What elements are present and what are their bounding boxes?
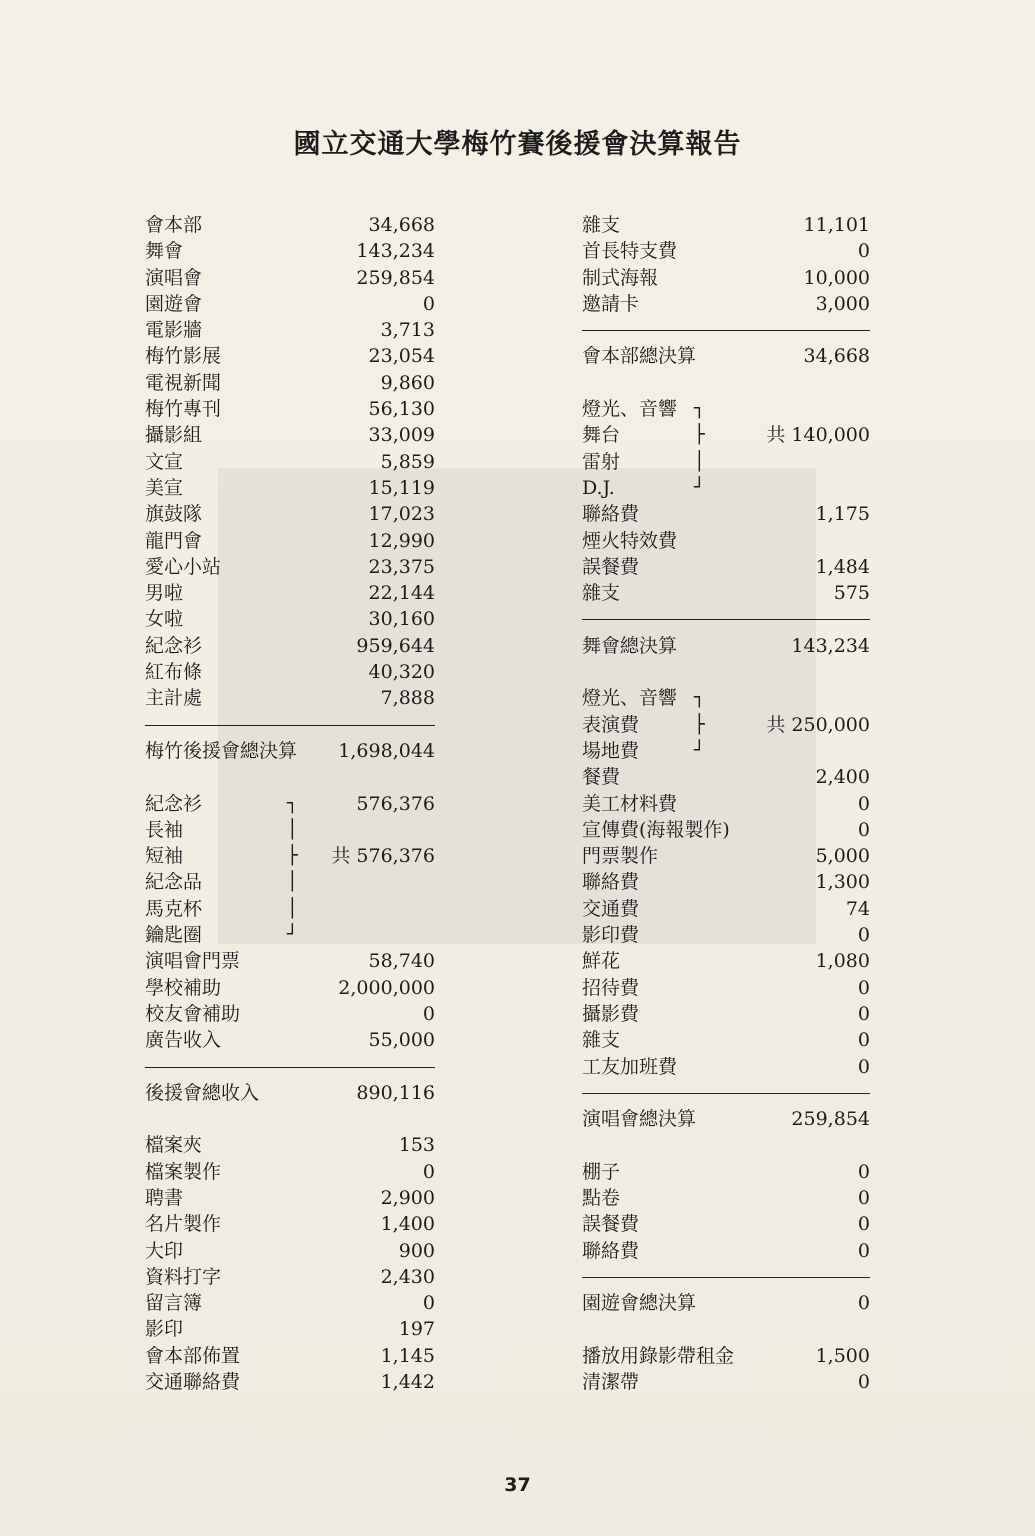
ledger-value: 22,144 (368, 582, 435, 605)
ledger-row (145, 817, 435, 843)
ledger-value: 2,400 (815, 766, 870, 789)
ledger-value: 0 (422, 1160, 435, 1183)
group-bracket: ├ (694, 424, 705, 446)
divider-rule (582, 1080, 870, 1106)
ledger-row (582, 1027, 870, 1053)
ledger-row (582, 712, 870, 738)
ledger-value: 0 (422, 1292, 435, 1315)
divider-rule (582, 1264, 870, 1290)
ledger-value: 0 (857, 1213, 870, 1236)
ledger-row (145, 370, 435, 396)
ledger-label: 舞會總決算 (582, 634, 678, 657)
ledger-row (582, 1159, 870, 1185)
ledger-label: 梅竹影展 (145, 345, 222, 368)
ledger-row (582, 633, 870, 659)
ledger-label: 雜支 (582, 582, 621, 605)
ledger-label: D.J. (582, 476, 615, 499)
right-column (582, 212, 870, 1395)
ledger-row (145, 343, 435, 369)
ledger-label: 清潔帶 (582, 1371, 640, 1394)
ledger-label: 交通費 (582, 897, 640, 920)
ledger-row (582, 738, 870, 764)
ledger-label: 梅竹專刊 (145, 398, 222, 421)
ledger-row (145, 265, 435, 291)
ledger-row (582, 869, 870, 895)
ledger-value: 共 140,000 (766, 424, 870, 447)
ledger-label: 美宣 (145, 476, 184, 499)
ledger-label: 制式海報 (582, 266, 659, 289)
ledger-row (582, 528, 870, 554)
ledger-value: 0 (857, 1239, 870, 1262)
ledger-row (145, 291, 435, 317)
ledger-label: 攝影組 (145, 424, 203, 447)
ledger-row (582, 501, 870, 527)
ledger-label: 紀念品 (145, 871, 203, 894)
group-bracket: ┘ (694, 739, 705, 761)
ledger-label: 鑰匙圈 (145, 924, 203, 947)
ledger-value: 0 (857, 1160, 870, 1183)
ledger-label: 聯絡費 (582, 871, 640, 894)
ledger-row (582, 475, 870, 501)
ledger-label: 演唱會門票 (145, 950, 241, 973)
ledger-value: 0 (857, 976, 870, 999)
ledger-label: 門票製作 (582, 845, 659, 868)
ledger-value: 0 (857, 240, 870, 263)
ledger-row (582, 1290, 870, 1316)
ledger-label: 龍門會 (145, 529, 203, 552)
ledger-value: 1,175 (815, 503, 870, 526)
ledger-value: 3,713 (380, 319, 435, 342)
ledger-row (145, 396, 435, 422)
ledger-row (582, 975, 870, 1001)
ledger-row (145, 606, 435, 632)
group-bracket: ┘ (287, 924, 298, 946)
ledger-row (582, 1185, 870, 1211)
ledger-label: 邀請卡 (582, 292, 640, 315)
ledger-value: 58,740 (368, 950, 435, 973)
ledger-row (145, 449, 435, 475)
divider-rule (145, 712, 435, 738)
ledger-row (145, 1316, 435, 1342)
ledger-value: 0 (857, 1292, 870, 1315)
ledger-value: 17,023 (368, 503, 435, 526)
page-number: 37 (504, 1474, 531, 1496)
ledger-label: 電視新聞 (145, 371, 222, 394)
ledger-row (145, 633, 435, 659)
ledger-label: 舞會 (145, 240, 184, 263)
ledger-row (145, 948, 435, 974)
ledger-value: 9,860 (380, 371, 435, 394)
ledger-row (145, 475, 435, 501)
ledger-row (145, 238, 435, 264)
ledger-row (145, 1080, 435, 1106)
ledger-label: 馬克杯 (145, 897, 203, 920)
ledger-value: 5,000 (815, 845, 870, 868)
ledger-row (145, 1159, 435, 1185)
ledger-value: 共 250,000 (766, 713, 870, 736)
page-title: 國立交通大學梅竹賽後援會決算報告 (293, 129, 742, 160)
ledger-row (145, 501, 435, 527)
ledger-value: 56,130 (368, 398, 435, 421)
ledger-label: 會本部 (145, 214, 203, 236)
ledger-label: 點卷 (582, 1186, 621, 1209)
ledger-value: 259,854 (356, 266, 435, 289)
group-bracket: ┘ (694, 476, 705, 498)
ledger-value: 30,160 (368, 608, 435, 631)
ledger-value: 1,300 (815, 871, 870, 894)
ledger-row (145, 659, 435, 685)
ledger-row (582, 449, 870, 475)
ledger-label: 廣告收入 (145, 1029, 222, 1052)
group-bracket: │ (287, 818, 298, 840)
spacer (582, 659, 870, 685)
ledger-label: 聯絡費 (582, 1239, 640, 1262)
ledger-value: 2,900 (380, 1186, 435, 1209)
ledger-value: 259,854 (791, 1108, 870, 1131)
ledger-row (582, 1054, 870, 1080)
ledger-label: 舞台 (582, 424, 621, 447)
ledger-label: 會本部佈置 (145, 1344, 241, 1367)
ledger-row (582, 1106, 870, 1132)
ledger-label: 工友加班費 (582, 1055, 678, 1078)
ledger-value: 33,009 (368, 424, 435, 447)
ledger-value: 1,145 (380, 1344, 435, 1367)
ledger-label: 聘書 (145, 1186, 184, 1209)
ledger-label: 攝影費 (582, 1002, 640, 1025)
ledger-label: 檔案夾 (145, 1134, 203, 1157)
ledger-row (582, 896, 870, 922)
ledger-value: 0 (857, 818, 870, 841)
ledger-row (582, 212, 870, 238)
ledger-row (145, 1369, 435, 1395)
ledger-label: 燈光、音響 (582, 398, 678, 421)
ledger-value: 55,000 (368, 1029, 435, 1052)
ledger-value: 1,080 (815, 950, 870, 973)
ledger-label: 電影牆 (145, 319, 203, 342)
ledger-row (145, 554, 435, 580)
spacer (582, 370, 870, 396)
ledger-value: 7,888 (380, 687, 435, 710)
ledger-label: 愛心小站 (145, 555, 222, 578)
ledger-value: 0 (857, 1029, 870, 1052)
ledger-value: 3,000 (815, 292, 870, 315)
ledger-value: 15,119 (368, 476, 435, 499)
ledger-label: 主計處 (145, 687, 203, 710)
group-bracket: │ (287, 897, 298, 919)
ledger-value: 11,101 (803, 214, 870, 236)
ledger-row (145, 1211, 435, 1237)
ledger-label: 誤餐費 (582, 555, 640, 578)
ledger-label: 交通聯絡費 (145, 1371, 241, 1394)
ledger-label: 餐費 (582, 766, 621, 789)
ledger-label: 紀念衫 (145, 634, 203, 657)
ledger-row (145, 1185, 435, 1211)
ledger-label: 文宣 (145, 450, 184, 473)
ledger-row (145, 896, 435, 922)
ledger-value: 0 (857, 792, 870, 815)
ledger-label: 紅布條 (145, 661, 203, 684)
ledger-row (582, 343, 870, 369)
ledger-row (582, 817, 870, 843)
ledger-row (145, 1238, 435, 1264)
spacer (145, 764, 435, 790)
ledger-value: 0 (857, 924, 870, 947)
ledger-row (145, 791, 435, 817)
ledger-value: 0 (857, 1055, 870, 1078)
ledger-value: 2,430 (380, 1265, 435, 1288)
ledger-row (145, 422, 435, 448)
ledger-value: 890,116 (356, 1081, 435, 1104)
ledger-label: 會本部總決算 (582, 345, 697, 368)
ledger-value: 576,376 (356, 792, 435, 815)
ledger-value: 1,400 (380, 1213, 435, 1236)
ledger-label: 美工材料費 (582, 792, 678, 815)
ledger-row (145, 212, 435, 238)
ledger-row (582, 265, 870, 291)
ledger-value: 5,859 (380, 450, 435, 473)
ledger-row (145, 1027, 435, 1053)
ledger-label: 演唱會 (145, 266, 203, 289)
ledger-value: 34,668 (368, 214, 435, 236)
ledger-row (145, 1264, 435, 1290)
ledger-value: 1,484 (815, 555, 870, 578)
ledger-label: 檔案製作 (145, 1160, 222, 1183)
ledger-label: 校友會補助 (145, 1002, 241, 1025)
ledger-label: 雜支 (582, 214, 621, 236)
ledger-value: 34,668 (803, 345, 870, 368)
ledger-row (582, 291, 870, 317)
ledger-label: 燈光、音響 (582, 687, 678, 710)
ledger-label: 園遊會總決算 (582, 1292, 697, 1315)
group-bracket: ├ (287, 845, 298, 867)
ledger-value: 23,375 (368, 555, 435, 578)
ledger-row (582, 1369, 870, 1395)
ledger-label: 誤餐費 (582, 1213, 640, 1236)
ledger-label: 棚子 (582, 1160, 621, 1183)
ledger-row (582, 685, 870, 711)
ledger-label: 名片製作 (145, 1213, 222, 1236)
ledger-value: 10,000 (803, 266, 870, 289)
ledger-row (145, 922, 435, 948)
ledger-row (582, 580, 870, 606)
ledger-row (582, 791, 870, 817)
ledger-row (145, 685, 435, 711)
ledger-value: 40,320 (368, 661, 435, 684)
group-bracket: ┐ (287, 792, 298, 814)
ledger-row (582, 396, 870, 422)
ledger-row (582, 764, 870, 790)
divider-rule (582, 606, 870, 632)
ledger-label: 資料打字 (145, 1265, 222, 1288)
ledger-label: 場地費 (582, 739, 640, 762)
ledger-value: 23,054 (368, 345, 435, 368)
ledger-row (582, 843, 870, 869)
ledger-value: 0 (857, 1186, 870, 1209)
ledger-label: 招待費 (582, 976, 640, 999)
ledger-label: 男啦 (145, 582, 184, 605)
ledger-label: 學校補助 (145, 976, 222, 999)
ledger-row (145, 1343, 435, 1369)
ledger-label: 女啦 (145, 608, 184, 631)
ledger-row (582, 1238, 870, 1264)
ledger-value: 959,644 (356, 634, 435, 657)
ledger-value: 2,000,000 (338, 976, 435, 999)
ledger-value: 12,990 (368, 529, 435, 552)
ledger-value: 575 (833, 582, 870, 605)
ledger-row (582, 922, 870, 948)
ledger-label: 長袖 (145, 818, 184, 841)
ledger-label: 演唱會總決算 (582, 1108, 697, 1131)
ledger-label: 旗鼓隊 (145, 503, 203, 526)
ledger-value: 153 (398, 1134, 435, 1157)
ledger-value: 0 (857, 1002, 870, 1025)
ledger-label: 煙火特效費 (582, 529, 678, 552)
ledger-row (582, 554, 870, 580)
ledger-value: 1,442 (380, 1371, 435, 1394)
ledger-row (145, 738, 435, 764)
ledger-label: 聯絡費 (582, 503, 640, 526)
group-bracket: ├ (694, 713, 705, 735)
ledger-row (582, 422, 870, 448)
group-bracket: │ (287, 871, 298, 893)
ledger-label: 留言簿 (145, 1292, 203, 1315)
ledger-label: 園遊會 (145, 292, 203, 315)
ledger-value: 0 (422, 292, 435, 315)
ledger-label: 大印 (145, 1239, 184, 1262)
ledger-value: 143,234 (356, 240, 435, 263)
ledger-row (145, 1290, 435, 1316)
ledger-value: 1,698,044 (338, 739, 435, 762)
ledger-label: 影印費 (582, 924, 640, 947)
group-bracket: ┐ (694, 687, 705, 709)
ledger-label: 雜支 (582, 1029, 621, 1052)
ledger-row (582, 238, 870, 264)
ledger-label: 短袖 (145, 845, 184, 868)
ledger-row (145, 843, 435, 869)
divider-rule (582, 317, 870, 343)
group-bracket: ┐ (694, 398, 705, 420)
ledger-label: 影印 (145, 1318, 184, 1341)
ledger-label: 首長特支費 (582, 240, 678, 263)
ledger-label: 後援會總收入 (145, 1081, 260, 1104)
ledger-label: 紀念衫 (145, 792, 203, 815)
ledger-value: 0 (422, 1002, 435, 1025)
ledger-label: 播放用錄影帶租金 (582, 1344, 735, 1367)
spacer (145, 1106, 435, 1132)
ledger-row (145, 528, 435, 554)
ledger-value: 197 (398, 1318, 435, 1341)
ledger-value: 143,234 (791, 634, 870, 657)
ledger-value: 74 (845, 897, 870, 920)
ledger-label: 雷射 (582, 450, 621, 473)
left-column (145, 212, 435, 1395)
ledger-row (582, 1001, 870, 1027)
ledger-row (145, 580, 435, 606)
ledger-value: 共 576,376 (331, 845, 435, 868)
ledger-row (145, 869, 435, 895)
spacer (582, 1132, 870, 1158)
ledger-row (582, 948, 870, 974)
spacer (582, 1316, 870, 1342)
ledger-row (145, 317, 435, 343)
ledger-value: 1,500 (815, 1344, 870, 1367)
ledger-label: 梅竹後援會總決算 (145, 739, 298, 762)
ledger-row (582, 1343, 870, 1369)
ledger-row (145, 1132, 435, 1158)
ledger-label: 表演費 (582, 713, 640, 736)
ledger-value: 900 (398, 1239, 435, 1262)
ledger-label: 宣傳費(海報製作) (582, 818, 730, 841)
group-bracket: │ (694, 450, 705, 472)
ledger-row (582, 1211, 870, 1237)
ledger-row (145, 975, 435, 1001)
ledger-label: 鮮花 (582, 950, 621, 973)
ledger-value: 0 (857, 1371, 870, 1394)
ledger-row (145, 1001, 435, 1027)
divider-rule (145, 1054, 435, 1080)
